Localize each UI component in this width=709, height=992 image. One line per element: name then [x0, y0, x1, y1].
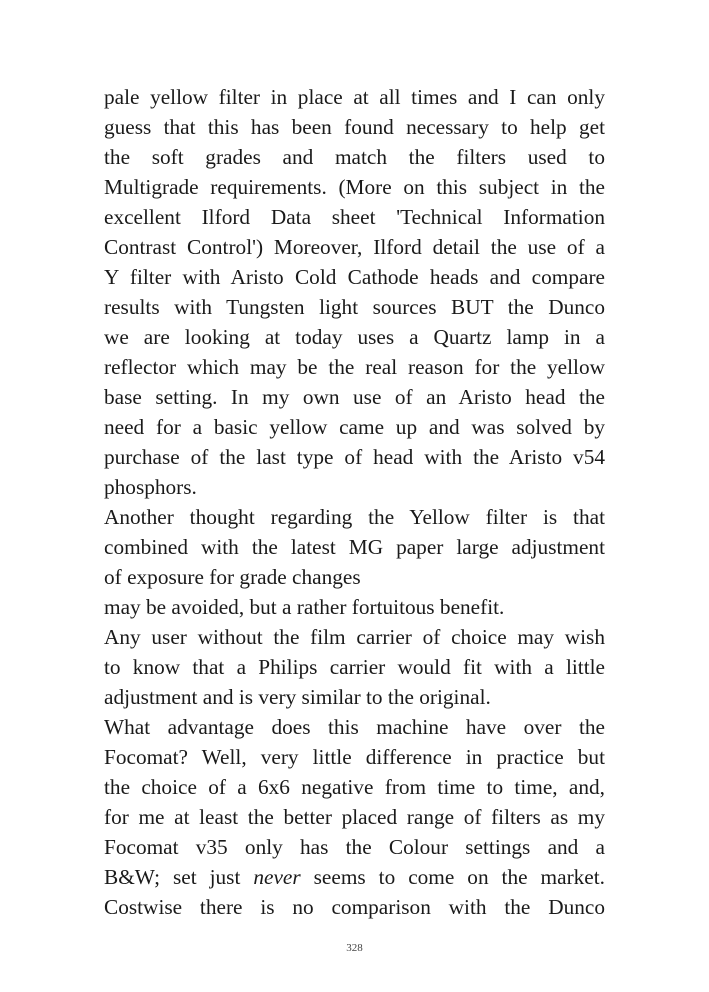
text-line: adjustment and is very similar to the original.: [104, 685, 491, 709]
text-line: phosphors.: [104, 475, 197, 499]
document-body: [104, 82, 605, 922]
text-segment: seems to come on the market.: [313, 865, 606, 889]
emphasized-word: never: [253, 865, 301, 889]
text-line: Y filter with Aristo Cold Cathode heads and compare: [104, 265, 605, 289]
text-line: guess that this has been found necessary to help get: [104, 115, 605, 139]
text-line: base setting. In my own use of an Aristo head the: [104, 385, 605, 409]
text-line: results with Tungsten light sources BUT the Dunco: [104, 295, 605, 319]
text-line: we are looking at today uses a Quartz lamp in a: [104, 325, 605, 349]
text-line: to know that a Philips carrier would fit with a little: [104, 655, 605, 679]
text-line: the soft grades and match the filters used to: [104, 145, 605, 169]
text-line: may be avoided, but a rather fortuitous benefit.: [104, 595, 505, 619]
page-number: 328: [346, 942, 363, 954]
text-line: combined with the latest MG paper large adjustment: [104, 535, 605, 559]
text-line: Costwise there is no comparison with the Dunco: [104, 895, 605, 919]
text-segment: B&W; set just: [104, 865, 241, 889]
text-line: of exposure for grade changes: [104, 565, 361, 589]
text-line: excellent Ilford Data sheet 'Technical Information: [104, 205, 605, 229]
text-line: Focomat v35 only has the Colour settings and a: [104, 835, 605, 859]
text-line: Contrast Control') Moreover, Ilford detail the use of a: [104, 235, 605, 259]
text-line: What advantage does this machine have over the: [104, 715, 605, 739]
text-line: the choice of a 6x6 negative from time to time, and,: [104, 775, 605, 799]
text-line: for me at least the better placed range of filters as my: [104, 805, 605, 829]
text-line: Multigrade requirements. (More on this subject in the: [104, 175, 605, 199]
text-line: need for a basic yellow came up and was solved by: [104, 415, 605, 439]
text-line: purchase of the last type of head with the Aristo v54: [104, 445, 605, 469]
text-line: Another thought regarding the Yellow filter is that: [104, 505, 605, 529]
text-line: Focomat? Well, very little difference in practice but: [104, 745, 605, 769]
text-line: reflector which may be the real reason for the yellow: [104, 355, 605, 379]
text-line-with-emphasis: [104, 862, 605, 892]
text-line: Any user without the film carrier of choice may wish: [104, 625, 605, 649]
text-line: pale yellow filter in place at all times and I can only: [104, 85, 605, 109]
